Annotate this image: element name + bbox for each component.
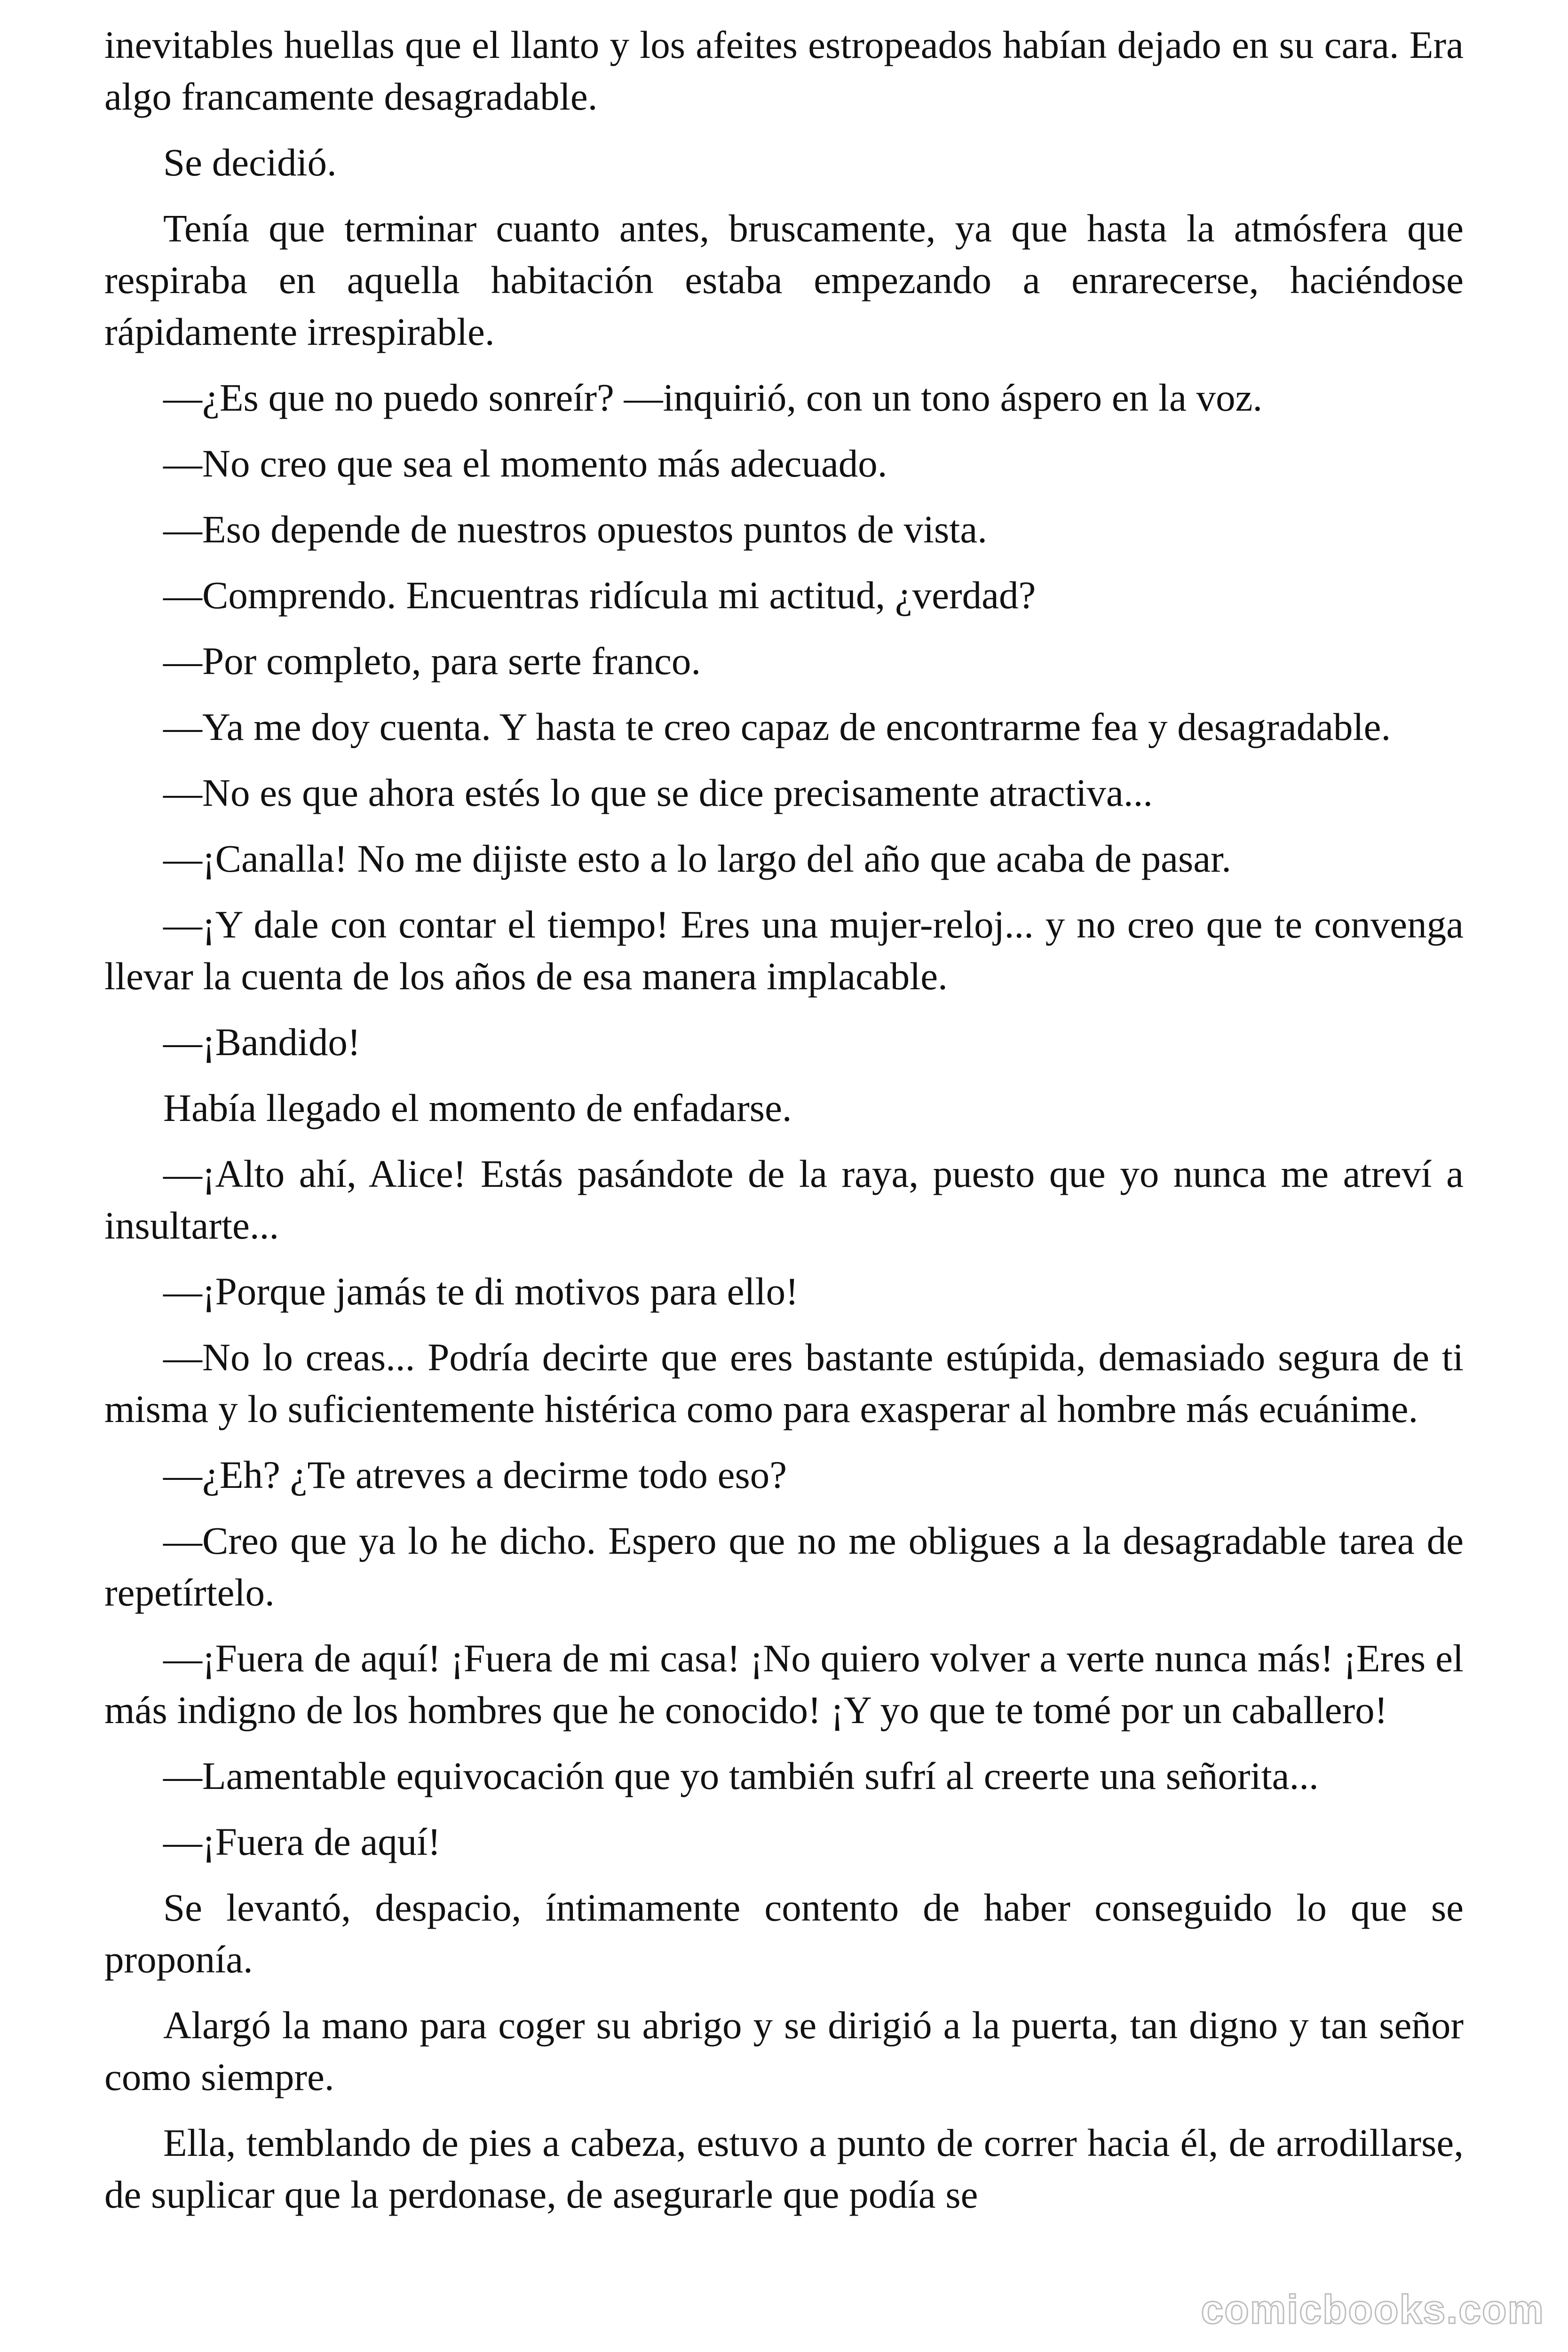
paragraph-19: —Creo que ya lo he dicho. Espero que no me obligues a la desagradable tarea de repetírtelo. (104, 1519, 1464, 1614)
paragraph-16: —¡Porque jamás te di motivos para ello! (163, 1270, 799, 1313)
paragraph-14: Había llegado el momento de enfadarse. (163, 1086, 792, 1129)
paragraph-20: —¡Fuera de aquí! ¡Fuera de mi casa! ¡No quiero volver a verte nunca más! ¡Eres el más indigno de los hombres que he conocido! ¡Y yo que te tomé por un caballero! (104, 1637, 1464, 1732)
paragraph-11: —¡Canalla! No me dijiste esto a lo largo del año que acaba de pasar. (163, 837, 1231, 880)
paragraph-5: —No creo que sea el momento más adecuado. (163, 442, 887, 485)
paragraph-13: —¡Bandido! (163, 1020, 361, 1064)
watermark-logo: comicbooks.com (1201, 2287, 1544, 2332)
paragraph-17: —No lo creas... Podría decirte que eres bastante estúpida, demasiado segura de ti misma y lo suficientemente histérica como para exasperar al hombre más ecuánime. (104, 1335, 1464, 1430)
paragraph-25: Ella, temblando de pies a cabeza, estuvo a punto de correr hacia él, de arrodillarse, de suplicar que la perdonase, de asegurarle que podía se (104, 2121, 1464, 2216)
paragraph-12: —¡Y dale con contar el tiempo! Eres una mujer-reloj... y no creo que te convenga llevar la cuenta de los años de esa manera implacable. (104, 903, 1464, 998)
book-page (104, 19, 1464, 2338)
paragraph-22: —¡Fuera de aquí! (163, 1820, 441, 1863)
paragraph-9: —Ya me doy cuenta. Y hasta te creo capaz de encontrarme fea y desagradable. (163, 705, 1391, 748)
paragraph-23: Se levantó, despacio, íntimamente contento de haber conseguido lo que se proponía. (104, 1886, 1464, 1981)
paragraph-4: —¿Es que no puedo sonreír? —inquirió, con un tono áspero en la voz. (163, 376, 1263, 419)
paragraph-6: —Eso depende de nuestros opuestos puntos de vista. (163, 508, 987, 551)
paragraph-3: Tenía que terminar cuanto antes, bruscamente, ya que hasta la atmósfera que respiraba en aquella habitación estaba empezando a enrarecerse, haciéndose rápidamente irrespirable. (104, 207, 1464, 353)
paragraph-18: —¿Eh? ¿Te atreves a decirme todo eso? (163, 1453, 787, 1496)
paragraph-15: —¡Alto ahí, Alice! Estás pasándote de la raya, puesto que yo nunca me atreví a insultarte... (104, 1152, 1464, 1247)
paragraph-8: —Por completo, para serte franco. (163, 639, 701, 683)
paragraph-7: —Comprendo. Encuentras ridícula mi actitud, ¿verdad? (163, 573, 1036, 617)
paragraph-1: inevitables huellas que el llanto y los afeites estropeados habían dejado en su cara. Era algo francamente desagradable. (104, 23, 1464, 118)
paragraph-2: Se decidió. (163, 141, 337, 184)
paragraph-10: —No es que ahora estés lo que se dice precisamente atractiva... (163, 771, 1153, 814)
paragraph-21: —Lamentable equivocación que yo también sufrí al creerte una señorita... (163, 1754, 1319, 1797)
paragraph-24: Alargó la mano para coger su abrigo y se dirigió a la puerta, tan digno y tan señor como siempre. (104, 2003, 1464, 2098)
